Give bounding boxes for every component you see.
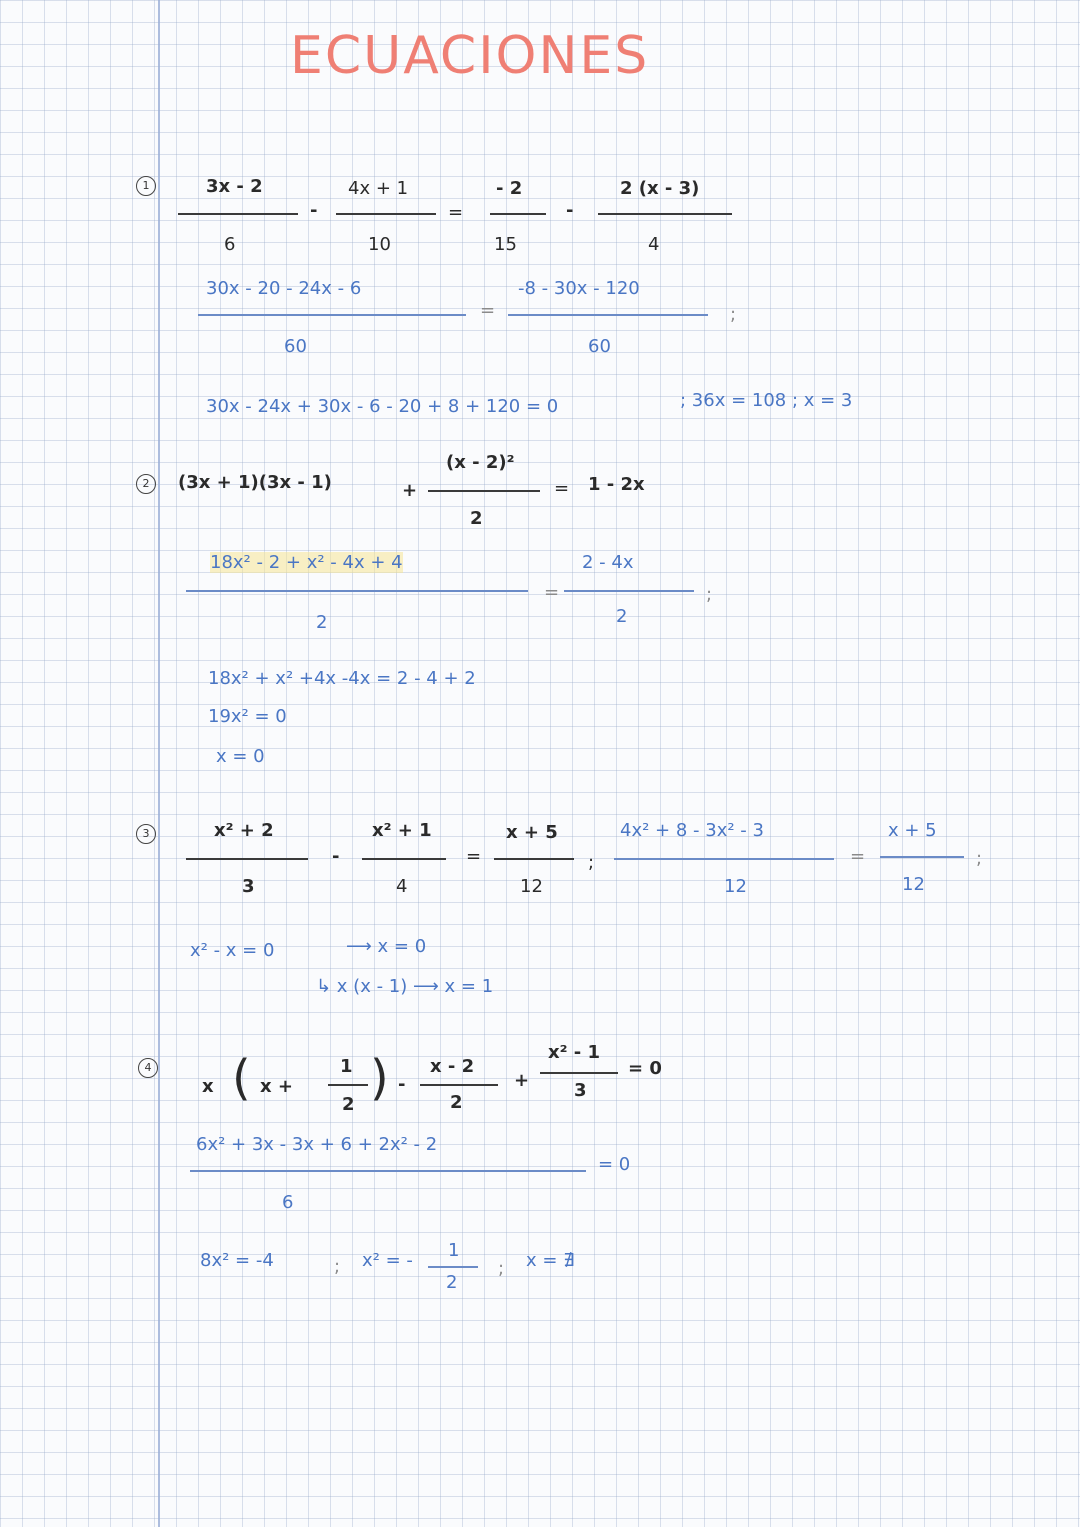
- eq1-step1-right-bar: [508, 314, 708, 316]
- eq1-denominator-1: 6: [224, 234, 236, 255]
- eq3-equals: =: [466, 846, 482, 867]
- eq3-fraction-bar-3: [494, 858, 574, 860]
- eq4-step2-c: x = ∄: [526, 1250, 575, 1271]
- eq2-step1-numerator: 18x² - 2 + x² - 4x + 4: [210, 552, 403, 573]
- eq1-denominator-3: 15: [494, 234, 517, 255]
- eq4-fraction3-numerator: x² - 1: [548, 1042, 601, 1063]
- page-title: ECUACIONES: [290, 26, 650, 86]
- eq3-denominator-4: 12: [724, 876, 747, 897]
- eq1-step1-left-numerator: 30x - 20 - 24x - 6: [206, 278, 362, 299]
- eq3-step1-arrow: ⟶ x = 0: [346, 936, 427, 957]
- eq1-fraction-bar-3: [490, 213, 546, 215]
- eq2-plus: +: [402, 480, 418, 501]
- eq4-paren-open: (: [232, 1050, 251, 1106]
- eq4-step2-separator-2: ;: [498, 1258, 505, 1279]
- eq4-fraction2-denominator: 2: [450, 1092, 463, 1113]
- eq3-fraction-bar-2: [362, 858, 446, 860]
- eq2-step3: 19x² = 0: [208, 706, 287, 727]
- eq3-denominator-1: 3: [242, 876, 255, 897]
- eq1-fraction-bar-2: [336, 213, 436, 215]
- eq1-fraction-bar-4: [598, 213, 732, 215]
- eq2-step1-semicolon: ;: [706, 584, 713, 605]
- eq2-step1-right-numerator: 2 - 4x: [582, 552, 634, 573]
- eq3-fraction-bar-1: [186, 858, 308, 860]
- eq4-step2-separator-1: ;: [334, 1256, 341, 1277]
- eq1-fraction-bar-1: [178, 213, 298, 215]
- eq1-step1-left-denominator: 60: [284, 336, 307, 357]
- eq4-step2-b-numerator: 1: [448, 1240, 460, 1261]
- equation-1-number: 1: [136, 176, 156, 196]
- eq4-step2-a: 8x² = -4: [200, 1250, 274, 1271]
- eq3-numerator-2: x² + 1: [372, 820, 432, 841]
- eq4-step1-denominator: 6: [282, 1192, 294, 1213]
- eq1-operator-3: -: [566, 200, 574, 221]
- eq3-numerator-4: 4x² + 8 - 3x² - 3: [620, 820, 764, 841]
- eq2-step4: x = 0: [216, 746, 265, 767]
- eq3-numerator-1: x² + 2: [214, 820, 274, 841]
- eq4-step2-b-denominator: 2: [446, 1272, 458, 1293]
- equation-4-number: 4: [138, 1058, 158, 1078]
- eq3-denominator-5: 12: [902, 874, 925, 895]
- eq4-step1-equals-zero: = 0: [598, 1154, 631, 1175]
- eq2-equals: =: [554, 478, 570, 499]
- eq4-factor-x: x: [202, 1076, 214, 1097]
- eq3-denominator-2: 4: [396, 876, 408, 897]
- eq4-inner: x +: [260, 1076, 293, 1097]
- eq1-step2: 30x - 24x + 30x - 6 - 20 + 8 + 120 = 0: [206, 396, 559, 417]
- eq3-fraction-bar-5: [880, 856, 964, 858]
- eq4-step2-b-bar: [428, 1266, 478, 1268]
- eq4-inner-numerator: 1: [340, 1056, 353, 1077]
- eq2-step1-right-denominator: 2: [616, 606, 628, 627]
- eq3-numerator-5: x + 5: [888, 820, 937, 841]
- eq2-left-product: (3x + 1)(3x - 1): [178, 472, 332, 493]
- eq1-step1-semicolon: ;: [730, 304, 737, 325]
- eq1-step1-right-numerator: -8 - 30x - 120: [518, 278, 640, 299]
- eq4-plus: +: [514, 1070, 530, 1091]
- eq3-step2: ↳ x (x - 1) ⟶ x = 1: [316, 976, 494, 997]
- notebook-margin-line: [158, 0, 160, 1527]
- eq2-step1-right-bar: [564, 590, 694, 592]
- eq4-inner-bar: [328, 1084, 368, 1086]
- eq1-denominator-2: 10: [368, 234, 391, 255]
- eq1-numerator-3: - 2: [496, 178, 523, 199]
- eq3-semicolon-2: ;: [976, 848, 983, 869]
- eq1-step1-equals: =: [480, 300, 496, 321]
- eq3-numerator-3: x + 5: [506, 822, 558, 843]
- eq4-equals-zero: = 0: [628, 1058, 662, 1079]
- eq2-step1-equals: =: [544, 582, 560, 603]
- eq1-step2-result: ; 36x = 108 ; x = 3: [680, 390, 853, 411]
- eq3-semicolon: ;: [588, 852, 595, 873]
- eq4-fraction3-bar: [540, 1072, 618, 1074]
- eq2-right-side: 1 - 2x: [588, 474, 645, 495]
- eq2-fraction-bar: [428, 490, 540, 492]
- eq4-minus: -: [398, 1074, 406, 1095]
- eq1-numerator-2: 4x + 1: [348, 178, 409, 199]
- eq4-step2-b: x² = -: [362, 1250, 413, 1271]
- eq3-step1: x² - x = 0: [190, 940, 275, 961]
- eq3-fraction-bar-4: [614, 858, 834, 860]
- eq2-step2: 18x² + x² +4x -4x = 2 - 4 + 2: [208, 668, 476, 689]
- equation-2-number: 2: [136, 474, 156, 494]
- eq3-denominator-3: 12: [520, 876, 543, 897]
- equation-3-number: 3: [136, 824, 156, 844]
- eq4-paren-close: ): [370, 1050, 389, 1106]
- eq2-fraction-numerator: (x - 2)²: [446, 452, 515, 473]
- eq4-fraction2-bar: [420, 1084, 498, 1086]
- eq1-step1-left-bar: [198, 314, 466, 316]
- eq3-operator-1: -: [332, 846, 340, 867]
- eq4-fraction3-denominator: 3: [574, 1080, 587, 1101]
- eq3-equals-2: =: [850, 846, 866, 867]
- eq1-numerator-4: 2 (x - 3): [620, 178, 700, 199]
- eq4-step1-numerator: 6x² + 3x - 3x + 6 + 2x² - 2: [196, 1134, 438, 1155]
- eq1-denominator-4: 4: [648, 234, 660, 255]
- eq1-equals: =: [448, 202, 464, 223]
- eq4-step1-bar: [190, 1170, 586, 1172]
- eq2-step1-bar: [186, 590, 528, 592]
- eq1-operator-1: -: [310, 200, 318, 221]
- eq4-fraction2-numerator: x - 2: [430, 1056, 475, 1077]
- eq2-fraction-denominator: 2: [470, 508, 483, 529]
- eq4-inner-denominator: 2: [342, 1094, 355, 1115]
- eq1-step1-right-denominator: 60: [588, 336, 611, 357]
- eq2-step1-denominator: 2: [316, 612, 328, 633]
- eq1-numerator-1: 3x - 2: [206, 176, 263, 197]
